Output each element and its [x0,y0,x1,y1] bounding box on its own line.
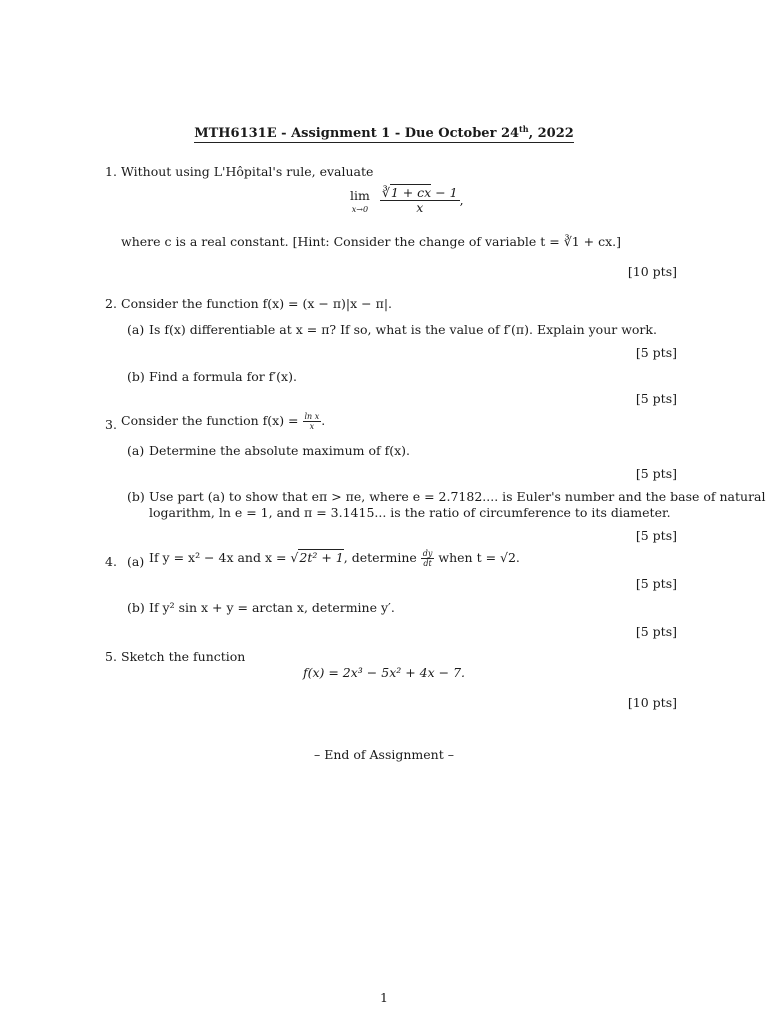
q1-hint: where c is a real constant. [Hint: Consider the change of variable t = ∛1 + cx.] [121,234,621,249]
q3b-points: [5 pts] [635,528,677,543]
q5-text: Sketch the function [121,649,246,664]
q4a-points: [5 pts] [635,576,677,591]
q1-limit-expression: lim x→0 $\frac{∛1 + cx - 1}{x}$ , [350,185,464,216]
page-number: 1 [380,990,388,1005]
q3-number: 3. [105,417,117,432]
q3b-line1: Use part (a) to show that eπ > πe, where e = 2.7182.... is Euler's number and the base of natural [149,489,766,504]
q1-fraction: $\frac{∛1 + cx - 1}{x}$ [381,185,458,216]
q2-number: 2. [105,296,117,311]
q2a-label: (a) [127,322,145,337]
q3-text: Consider the function f(x) = $\frac{\text{ln x}}{x}$ . [121,412,326,432]
q4-number: 4. [105,554,117,569]
page-title: MTH6131E - Assignment 1 - Due October 24th, 2022 [194,124,574,141]
q2-text: Consider the function f(x) = (x − π)|x − π|. [121,296,393,311]
q3a-label: (a) [127,443,145,458]
q5-formula: f(x) = 2x³ − 5x² + 4x − 7. [302,665,466,680]
q2b-label: (b) [127,369,145,384]
q4b-label: (b) [127,600,145,615]
q3b-label: (b) [127,489,145,504]
q4b-points: [5 pts] [635,624,677,639]
q3a-text: Determine the absolute maximum of f(x). [149,443,410,458]
q1-lim: lim x→0 [350,187,370,214]
q1-number: 1. [105,164,117,179]
q1-text: Without using L'Hôpital's rule, evaluate [121,164,374,179]
q2b-points: [5 pts] [635,391,677,406]
q4b-text: If y² sin x + y = arctan x, determine y′. [149,600,395,615]
q2a-text: Is f(x) differentiable at x = π? If so, what is the value of f′(π). Explain your work. [149,322,657,337]
q1-points: [10 pts] [627,264,677,279]
q5-number: 5. [105,649,117,664]
q2a-points: [5 pts] [635,345,677,360]
q3b-line2: logarithm, ln e = 1, and π = 3.1415... is the ratio of circumference to its diameter. [149,505,671,520]
q3-fraction: $\frac{\text{ln x}}{x}$ [304,412,320,432]
q4a-label: (a) [127,554,145,569]
q5-points: [10 pts] [627,695,677,710]
end-of-assignment: – End of Assignment – [314,747,454,762]
q2b-text: Find a formula for f′(x). [149,369,297,384]
q4a-text: If y = x² − 4x and x = √2t² + 1, determine $\frac{dy}{dt}$ when t = √2. [149,549,520,569]
q4a-derivative: $\frac{dy}{dt}$ [422,549,433,569]
q3a-points: [5 pts] [635,466,677,481]
